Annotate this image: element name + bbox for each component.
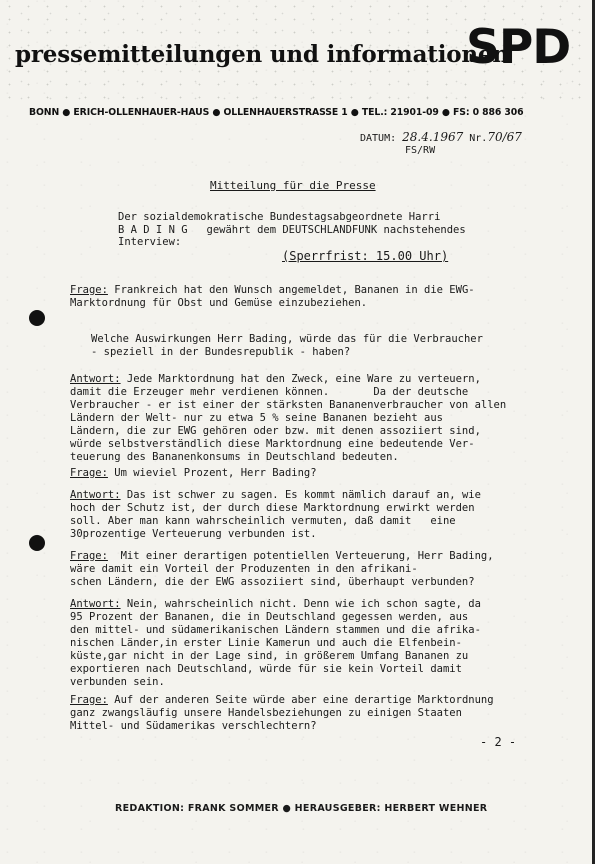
date-line [360, 130, 522, 144]
page-number: - 2 - [480, 735, 517, 749]
qa-label: Frage: [70, 550, 108, 562]
embargo-notice: (Sperrfrist: 15.00 Uhr) [282, 249, 449, 263]
qa-label: Frage: [70, 694, 108, 706]
qa-label: Antwort: [70, 598, 121, 610]
qa-block [70, 694, 494, 733]
qa-block [70, 373, 506, 464]
qa-text: Das ist schwer zu sagen. Es kommt nämlich darauf an, wie hoch der Schutz ist, der durch diese Marktordnung erwirkt werden soll. Aber man kann wahrscheinlich vermuten, daß damit eine 30prozentige Verteuerung verbunden ist. [70, 489, 481, 540]
publication-title: pressemitteilungen und informationen [15, 41, 509, 68]
qa-block [70, 598, 481, 689]
punch-hole-bottom [29, 535, 45, 551]
qa-label: Antwort: [70, 373, 121, 385]
nr-label: Nr. [469, 133, 488, 144]
datum-value: 28.4.1967 [402, 130, 464, 144]
qa-block [70, 489, 481, 541]
qa-text: Jede Marktordnung hat den Zweck, eine Ware zu verteuern, damit die Erzeuger mehr verdienen können. Da der deutsche Verbraucher - er ist einer der stärksten Bananenverbraucher von allen Ländern der Welt- nur zu etwa 5 % seine Bananen bezieht aus Ländern, die zur EWG gehören oder bzw. mit denen assoziiert sind, würde selbstverständlich diese Marktordnung eine bedeutende Ver- teuerung des Bananenkonsums in Deutschland bedeuten. [70, 373, 507, 463]
qa-block [91, 333, 483, 359]
qa-text: Um wieviel Prozent, Herr Bading? [107, 467, 317, 479]
spd-logo: SPD [466, 20, 571, 75]
footer-credits: REDAKTION: FRANK SOMMER ● HERAUSGEBER: HERBERT WEHNER [115, 803, 488, 814]
datum-label: DATUM: [360, 133, 397, 144]
qa-block [70, 467, 317, 480]
qa-text: Frankreich hat den Wunsch angemeldet, Bananen in die EWG- Marktordnung für Obst und Gemüse einzubeziehen. [70, 284, 475, 309]
qa-text: Auf der anderen Seite würde aber eine derartige Marktordnung ganz zwangsläufig unsere Handelsbeziehungen zu einigen Staaten Mittel- und Südamerikas verschlechtern? [70, 694, 494, 732]
address-line: BONN ● ERICH-OLLENHAUER-HAUS ● OLLENHAUERSTRASSE 1 ● TEL.: 21901-09 ● FS: 0 886 306 [29, 107, 524, 118]
qa-block [70, 284, 475, 310]
nr-value: 70/67 [487, 130, 522, 144]
qa-label: Frage: [70, 284, 108, 296]
document-heading: Mitteilung für die Presse [210, 179, 376, 192]
intro-paragraph: Der sozialdemokratische Bundestagsabgeordnete Harri B A D I N G gewährt dem DEUTSCHLANDFUNK nachstehendes Interview: [118, 211, 466, 248]
qa-text: Mit einer derartigen potentiellen Verteuerung, Herr Bading, wäre damit ein Vorteil der Produzenten in den afrikani- schen Ländern, die der EWG assoziiert sind, überhaupt verbunden? [70, 550, 494, 588]
qa-text: Nein, wahrscheinlich nicht. Denn wie ich schon sagte, da 95 Prozent der Bananen, die in Deutschland gegessen werden, aus den mittel- und südamerikanischen Ländern stammen und die afrika- nischen Länder,in erster Linie Kamerun und auch die Elfenbein- küste,gar nicht in der Lage sind, in größerem Umfang Bananen zu exportieren nach Deutschland, würde für sie kein Vorteil damit verbunden sein. [70, 598, 481, 688]
initials: FS/RW [405, 145, 436, 156]
punch-hole-top [29, 310, 45, 326]
qa-label: Antwort: [70, 489, 121, 501]
qa-label: Frage: [70, 467, 108, 479]
qa-text: Welche Auswirkungen Herr Bading, würde das für die Verbraucher - speziell in der Bundesrepublik - haben? [91, 333, 483, 358]
qa-block [70, 550, 494, 589]
